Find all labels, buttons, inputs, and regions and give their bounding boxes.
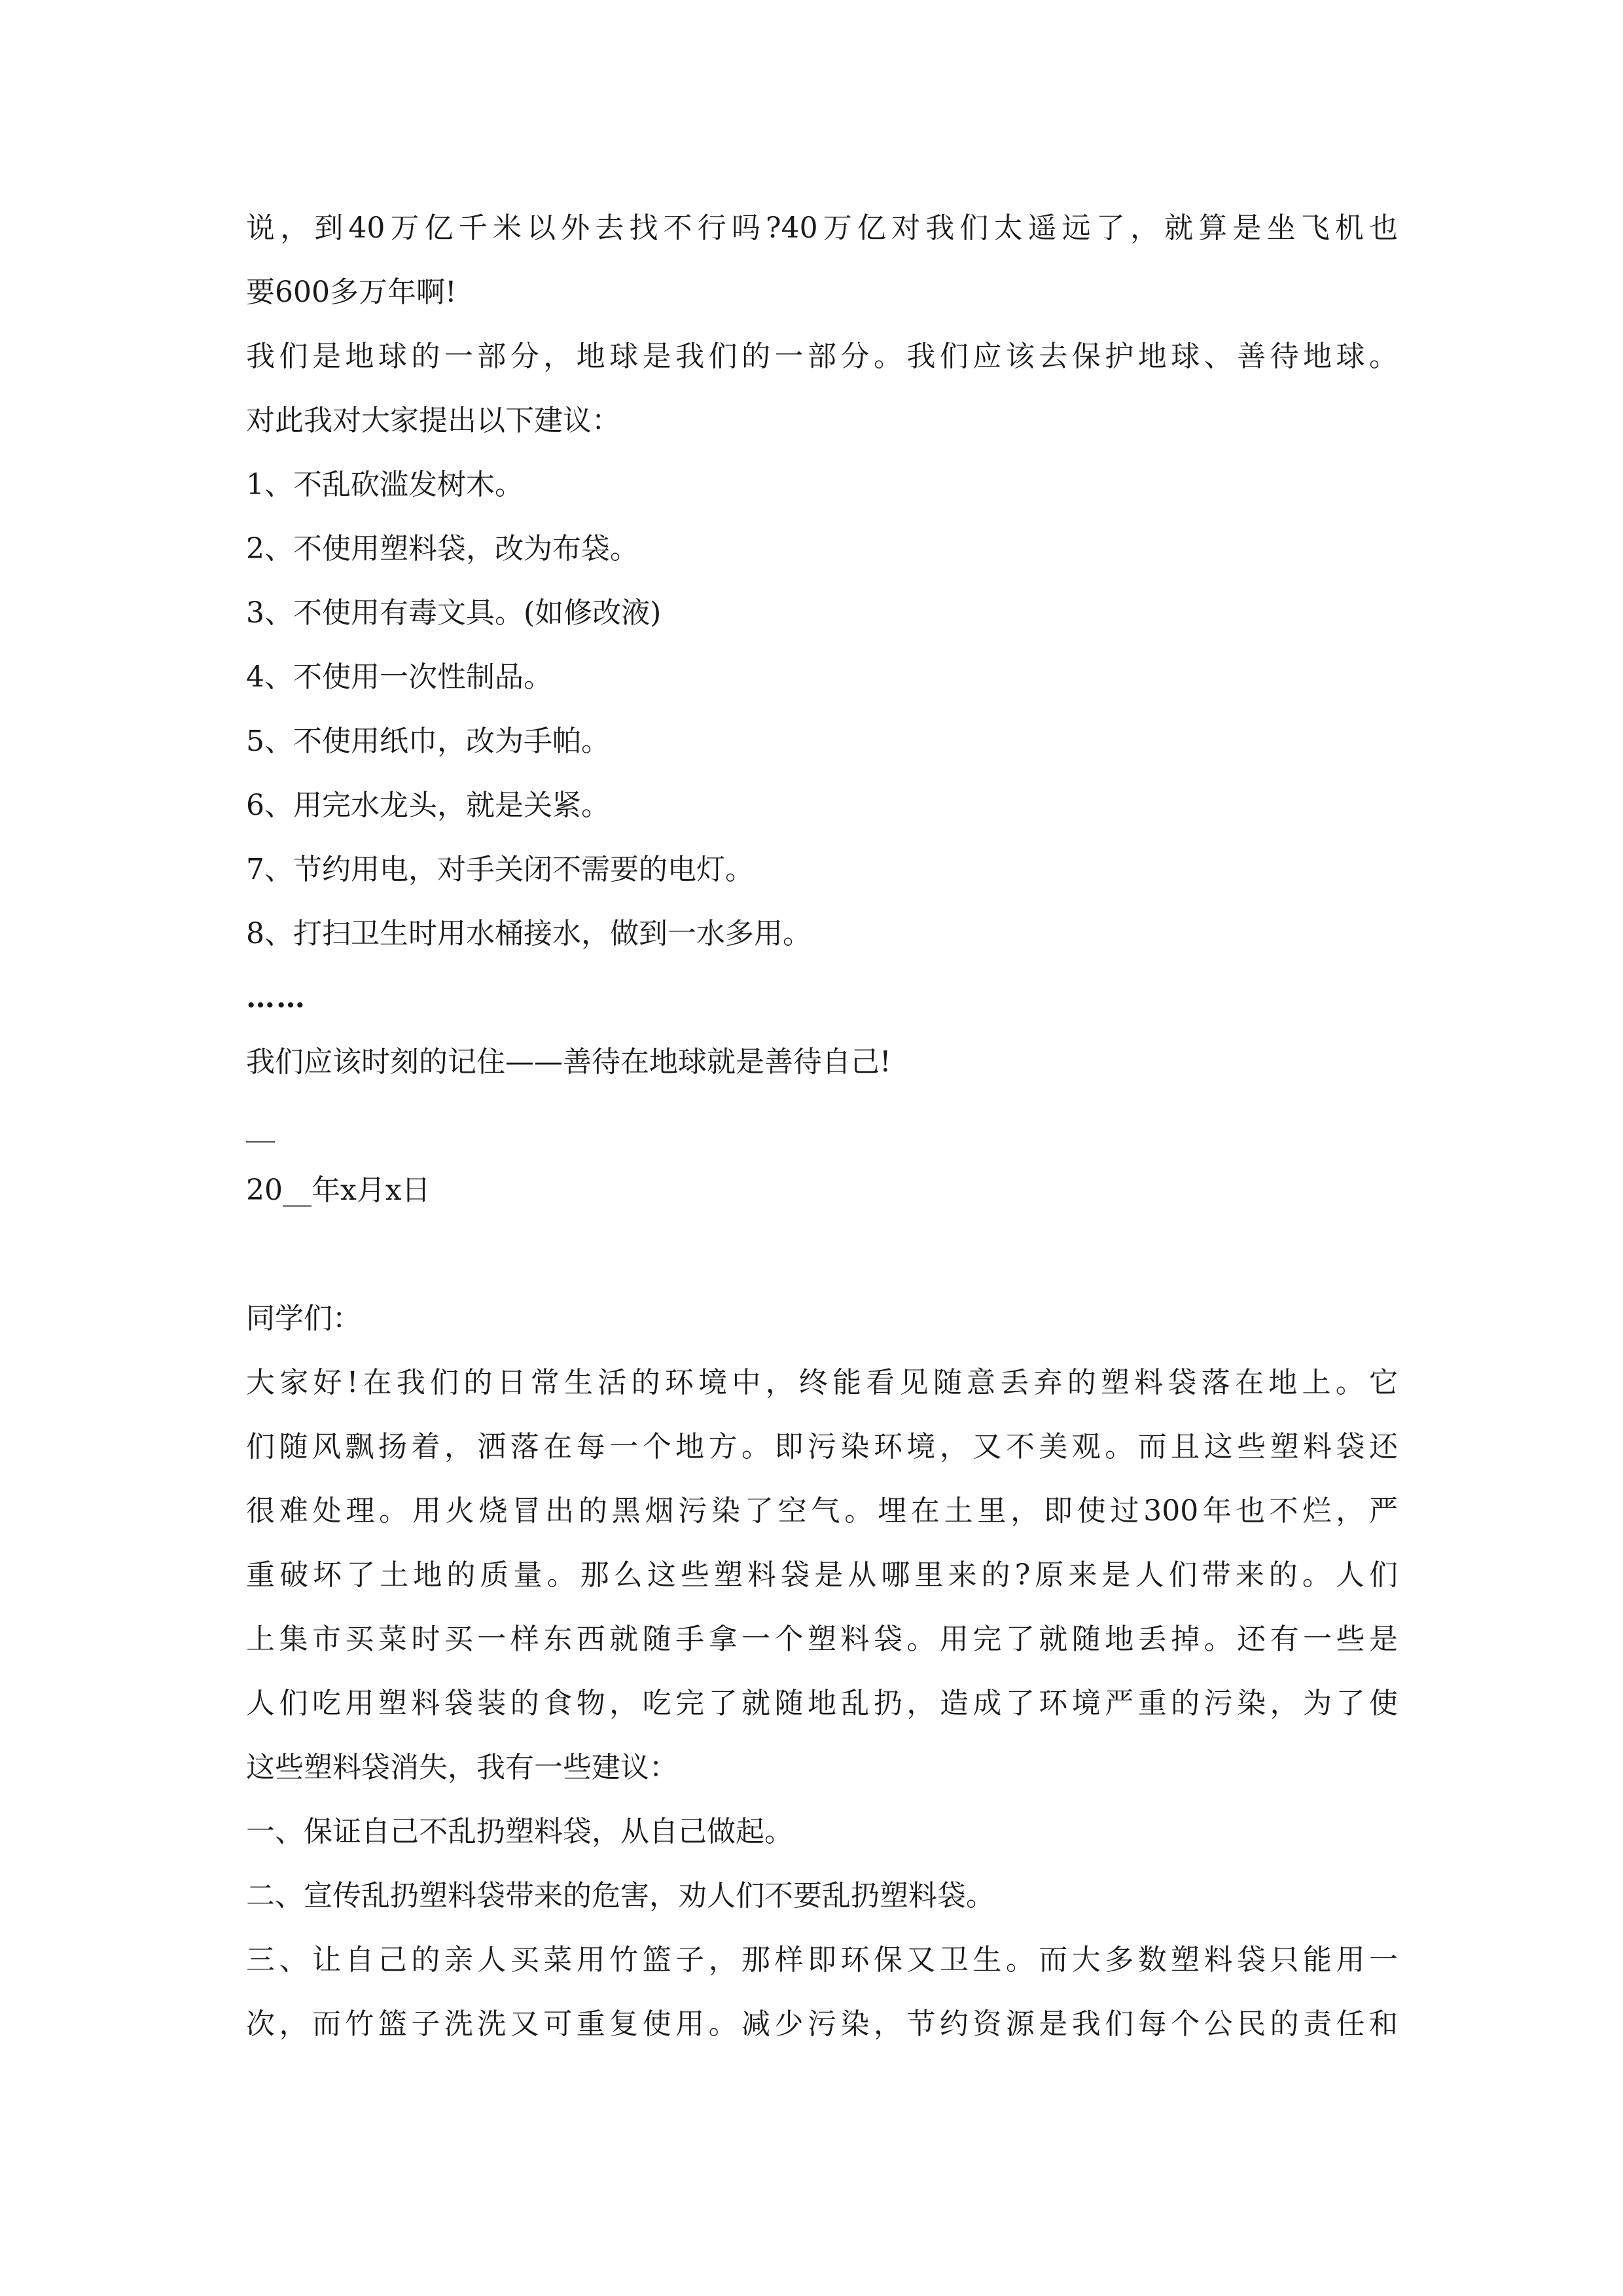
paragraph-line: 对此我对大家提出以下建议： (246, 404, 620, 437)
paragraph-line: 上集市买菜时买一样东西就随手拿一个塑料袋。用完了就随地丢掉。还有一些是 (246, 1623, 1398, 1656)
list-item: 3、不使用有毒文具。(如修改液) (246, 596, 662, 630)
list-item: 一、保证自己不乱扔塑料袋，从自己做起。 (246, 1815, 793, 1848)
date-line: 20__年x月x日 (246, 1174, 431, 1207)
paragraph-line: 说，到40万亿千米以外去找不行吗?40万亿对我们太遥远了，就算是坐飞机也 (246, 211, 1398, 245)
list-item: 4、不使用一次性制品。 (246, 660, 552, 694)
paragraph-line: 们随风飘扬着，洒落在每一个地方。即污染环境，又不美观。而且这些塑料袋还 (246, 1430, 1398, 1463)
list-item: 7、节约用电，对手关闭不需要的电灯。 (246, 853, 754, 886)
paragraph-line: 次，而竹篮子洗洗又可重复使用。减少污染，节约资源是我们每个公民的责任和 (246, 2007, 1398, 2041)
list-item: 2、不使用塑料袋，改为布袋。 (246, 532, 639, 565)
signature-blank: __ (246, 1109, 275, 1143)
ellipsis: …… (246, 981, 306, 1014)
paragraph-line: 人们吃用塑料袋装的食物，吃完了就随地乱扔，造成了环境严重的污染，为了使 (246, 1687, 1398, 1720)
list-item: 三、让自己的亲人买菜用竹篮子，那样即环保又卫生。而大多数塑料袋只能用一 (246, 1943, 1398, 1977)
paragraph-line: 我们是地球的一部分，地球是我们的一部分。我们应该去保护地球、善待地球。 (246, 340, 1398, 373)
paragraph-line: 很难处理。用火烧冒出的黑烟污染了空气。埋在土里，即使过300年也不烂，严 (246, 1494, 1398, 1528)
paragraph-line: 重破坏了土地的质量。那么这些塑料袋是从哪里来的?原来是人们带来的。人们 (246, 1558, 1398, 1592)
closing-line: 我们应该时刻的记住——善待在地球就是善待自己! (246, 1045, 891, 1079)
list-item: 8、打扫卫生时用水桶接水，做到一水多用。 (246, 917, 812, 950)
list-item: 6、用完水龙头，就是关紧。 (246, 789, 610, 822)
list-item: 5、不使用纸巾，改为手帕。 (246, 725, 610, 758)
paragraph-line: 这些塑料袋消失，我有一些建议： (246, 1751, 678, 1784)
paragraph-line: 大家好!在我们的日常生活的环境中，终能看见随意丢弃的塑料袋落在地上。它 (246, 1366, 1398, 1399)
list-item: 1、不乱砍滥发树木。 (246, 468, 524, 501)
section-gap (246, 1223, 1398, 1287)
paragraph-line: 要600多万年啊! (246, 276, 457, 309)
salutation: 同学们： (246, 1302, 361, 1335)
list-item: 二、宣传乱扔塑料袋带来的危害，劝人们不要乱扔塑料袋。 (246, 1879, 995, 1912)
document-body (246, 196, 1398, 2056)
